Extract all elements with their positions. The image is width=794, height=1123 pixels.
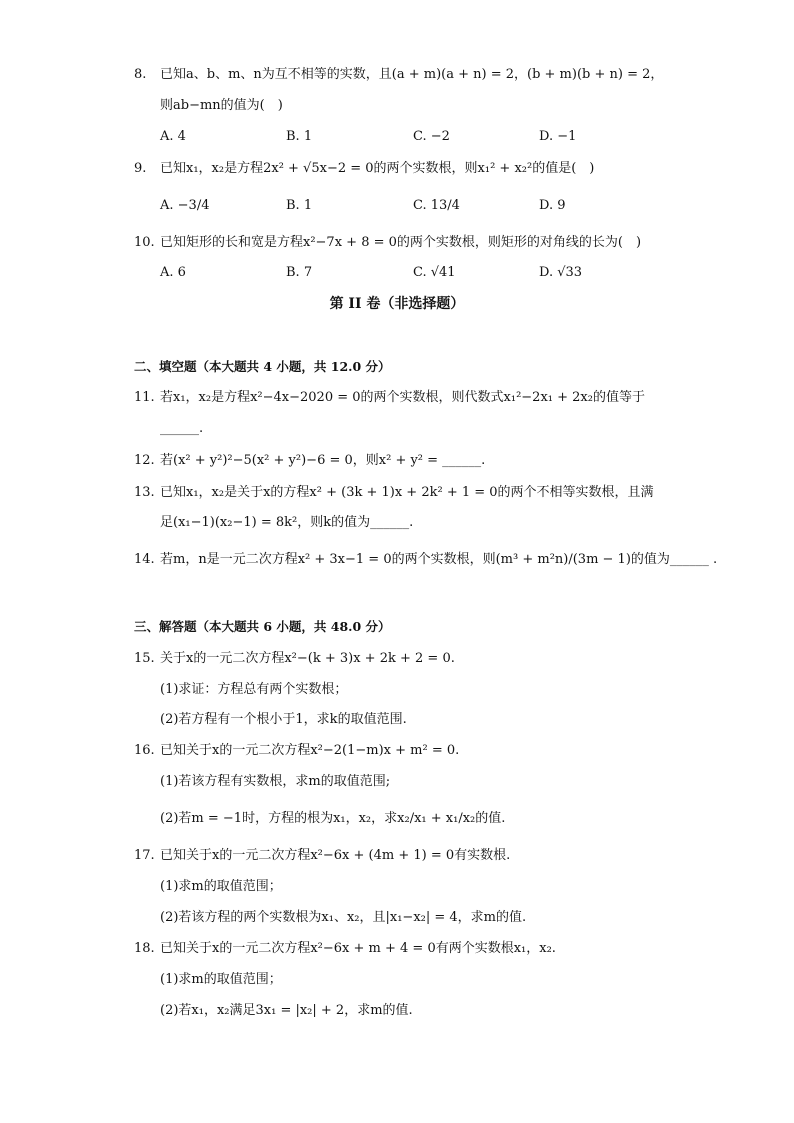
question-10-option-c: C. √41 (413, 265, 456, 280)
question-8-option-b: B. 1 (286, 129, 313, 144)
question-10-option-b: B. 7 (286, 265, 313, 280)
question-9-option-d: D. 9 (539, 198, 566, 213)
question-13-line-1: 已知x₁，x₂是关于x的方程x² + (3k + 1)x + 2k² + 1 = 0的两个不相等实数根，且满 (160, 485, 654, 500)
question-8-option-d: D. −1 (539, 129, 577, 144)
question-8-line-2: 则ab−mn的值为( ) (160, 98, 283, 113)
question-10-option-a: A. 6 (160, 265, 186, 280)
section-fill-in-blank-header: 二、填空题（本大题共 4 小题，共 12.0 分） (134, 359, 391, 374)
question-number-14: 14. (134, 552, 155, 567)
question-18-line-1: 已知关于x的一元二次方程x²−6x + m + 4 = 0有两个实数根x₁，x₂. (160, 941, 556, 956)
question-number-17: 17. (134, 848, 155, 863)
question-number-10: 10. (134, 235, 155, 250)
question-number-9: 9. (134, 161, 147, 176)
question-17-part-2: (2)若该方程的两个实数根为x₁、x₂，且|x₁−x₂| = 4，求m的值. (160, 910, 527, 925)
question-14-line-1: 若m，n是一元二次方程x² + 3x−1 = 0的两个实数根，则(m³ + m²n)/(3m − 1)的值为______ . (160, 552, 718, 567)
question-16-line-1: 已知关于x的一元二次方程x²−2(1−m)x + m² = 0. (160, 743, 460, 758)
question-16-part-1: (1)若该方程有实数根，求m的取值范围; (160, 774, 391, 789)
question-15-part-1: (1)求证：方程总有两个实数根； (160, 682, 348, 697)
question-11-line-1: 若x₁，x₂是方程x²−4x−2020 = 0的两个实数根，则代数式x₁²−2x₁ + 2x₂的值等于 (160, 390, 645, 405)
question-18-part-1: (1)求m的取值范围； (160, 972, 282, 987)
question-15-line-1: 关于x的一元二次方程x²−(k + 3)x + 2k + 2 = 0. (160, 651, 455, 666)
section-answer-questions-header: 三、解答题（本大题共 6 小题，共 48.0 分） (134, 619, 391, 634)
question-10-line-1: 已知矩形的长和宽是方程x²−7x + 8 = 0的两个实数根，则矩形的对角线的长为( ) (160, 235, 642, 250)
question-number-16: 16. (134, 743, 155, 758)
question-13-line-2: 足(x₁−1)(x₂−1) = 8k²，则k的值为______. (160, 515, 414, 530)
question-number-11: 11. (134, 390, 155, 405)
question-8-line-1: 已知a、b、m、n为互不相等的实数，且(a + m)(a + n) = 2，(b + m)(b + n) = 2， (160, 67, 664, 82)
question-number-13: 13. (134, 485, 155, 500)
question-11-line-2: ______. (160, 421, 204, 436)
question-number-15: 15. (134, 651, 155, 666)
question-8-option-a: A. 4 (160, 129, 186, 144)
question-17-part-1: (1)求m的取值范围； (160, 879, 282, 894)
question-9-option-a: A. −3/4 (160, 198, 210, 213)
question-9-line-1: 已知x₁，x₂是方程2x² + √5x−2 = 0的两个实数根，则x₁² + x₂²的值是( ) (160, 161, 595, 176)
question-number-8: 8. (134, 67, 147, 82)
question-8-option-c: C. −2 (413, 129, 450, 144)
question-number-12: 12. (134, 453, 155, 468)
question-12-line-1: 若(x² + y²)²−5(x² + y²)−6 = 0，则x² + y² = ______. (160, 453, 486, 468)
question-17-line-1: 已知关于x的一元二次方程x²−6x + (4m + 1) = 0有实数根. (160, 848, 511, 863)
question-10-option-d: D. √33 (539, 265, 583, 280)
question-9-option-c: C. 13/4 (413, 198, 460, 213)
question-16-part-2: (2)若m = −1时，方程的根为x₁，x₂，求x₂/x₁ + x₁/x₂的值. (160, 811, 506, 826)
question-18-part-2: (2)若x₁，x₂满足3x₁ = |x₂| + 2，求m的值. (160, 1003, 413, 1018)
question-9-option-b: B. 1 (286, 198, 313, 213)
question-15-part-2: (2)若方程有一个根小于1，求k的取值范围. (160, 712, 407, 727)
part-two-title: 第 II 卷（非选择题） (329, 296, 465, 312)
question-number-18: 18. (134, 941, 155, 956)
